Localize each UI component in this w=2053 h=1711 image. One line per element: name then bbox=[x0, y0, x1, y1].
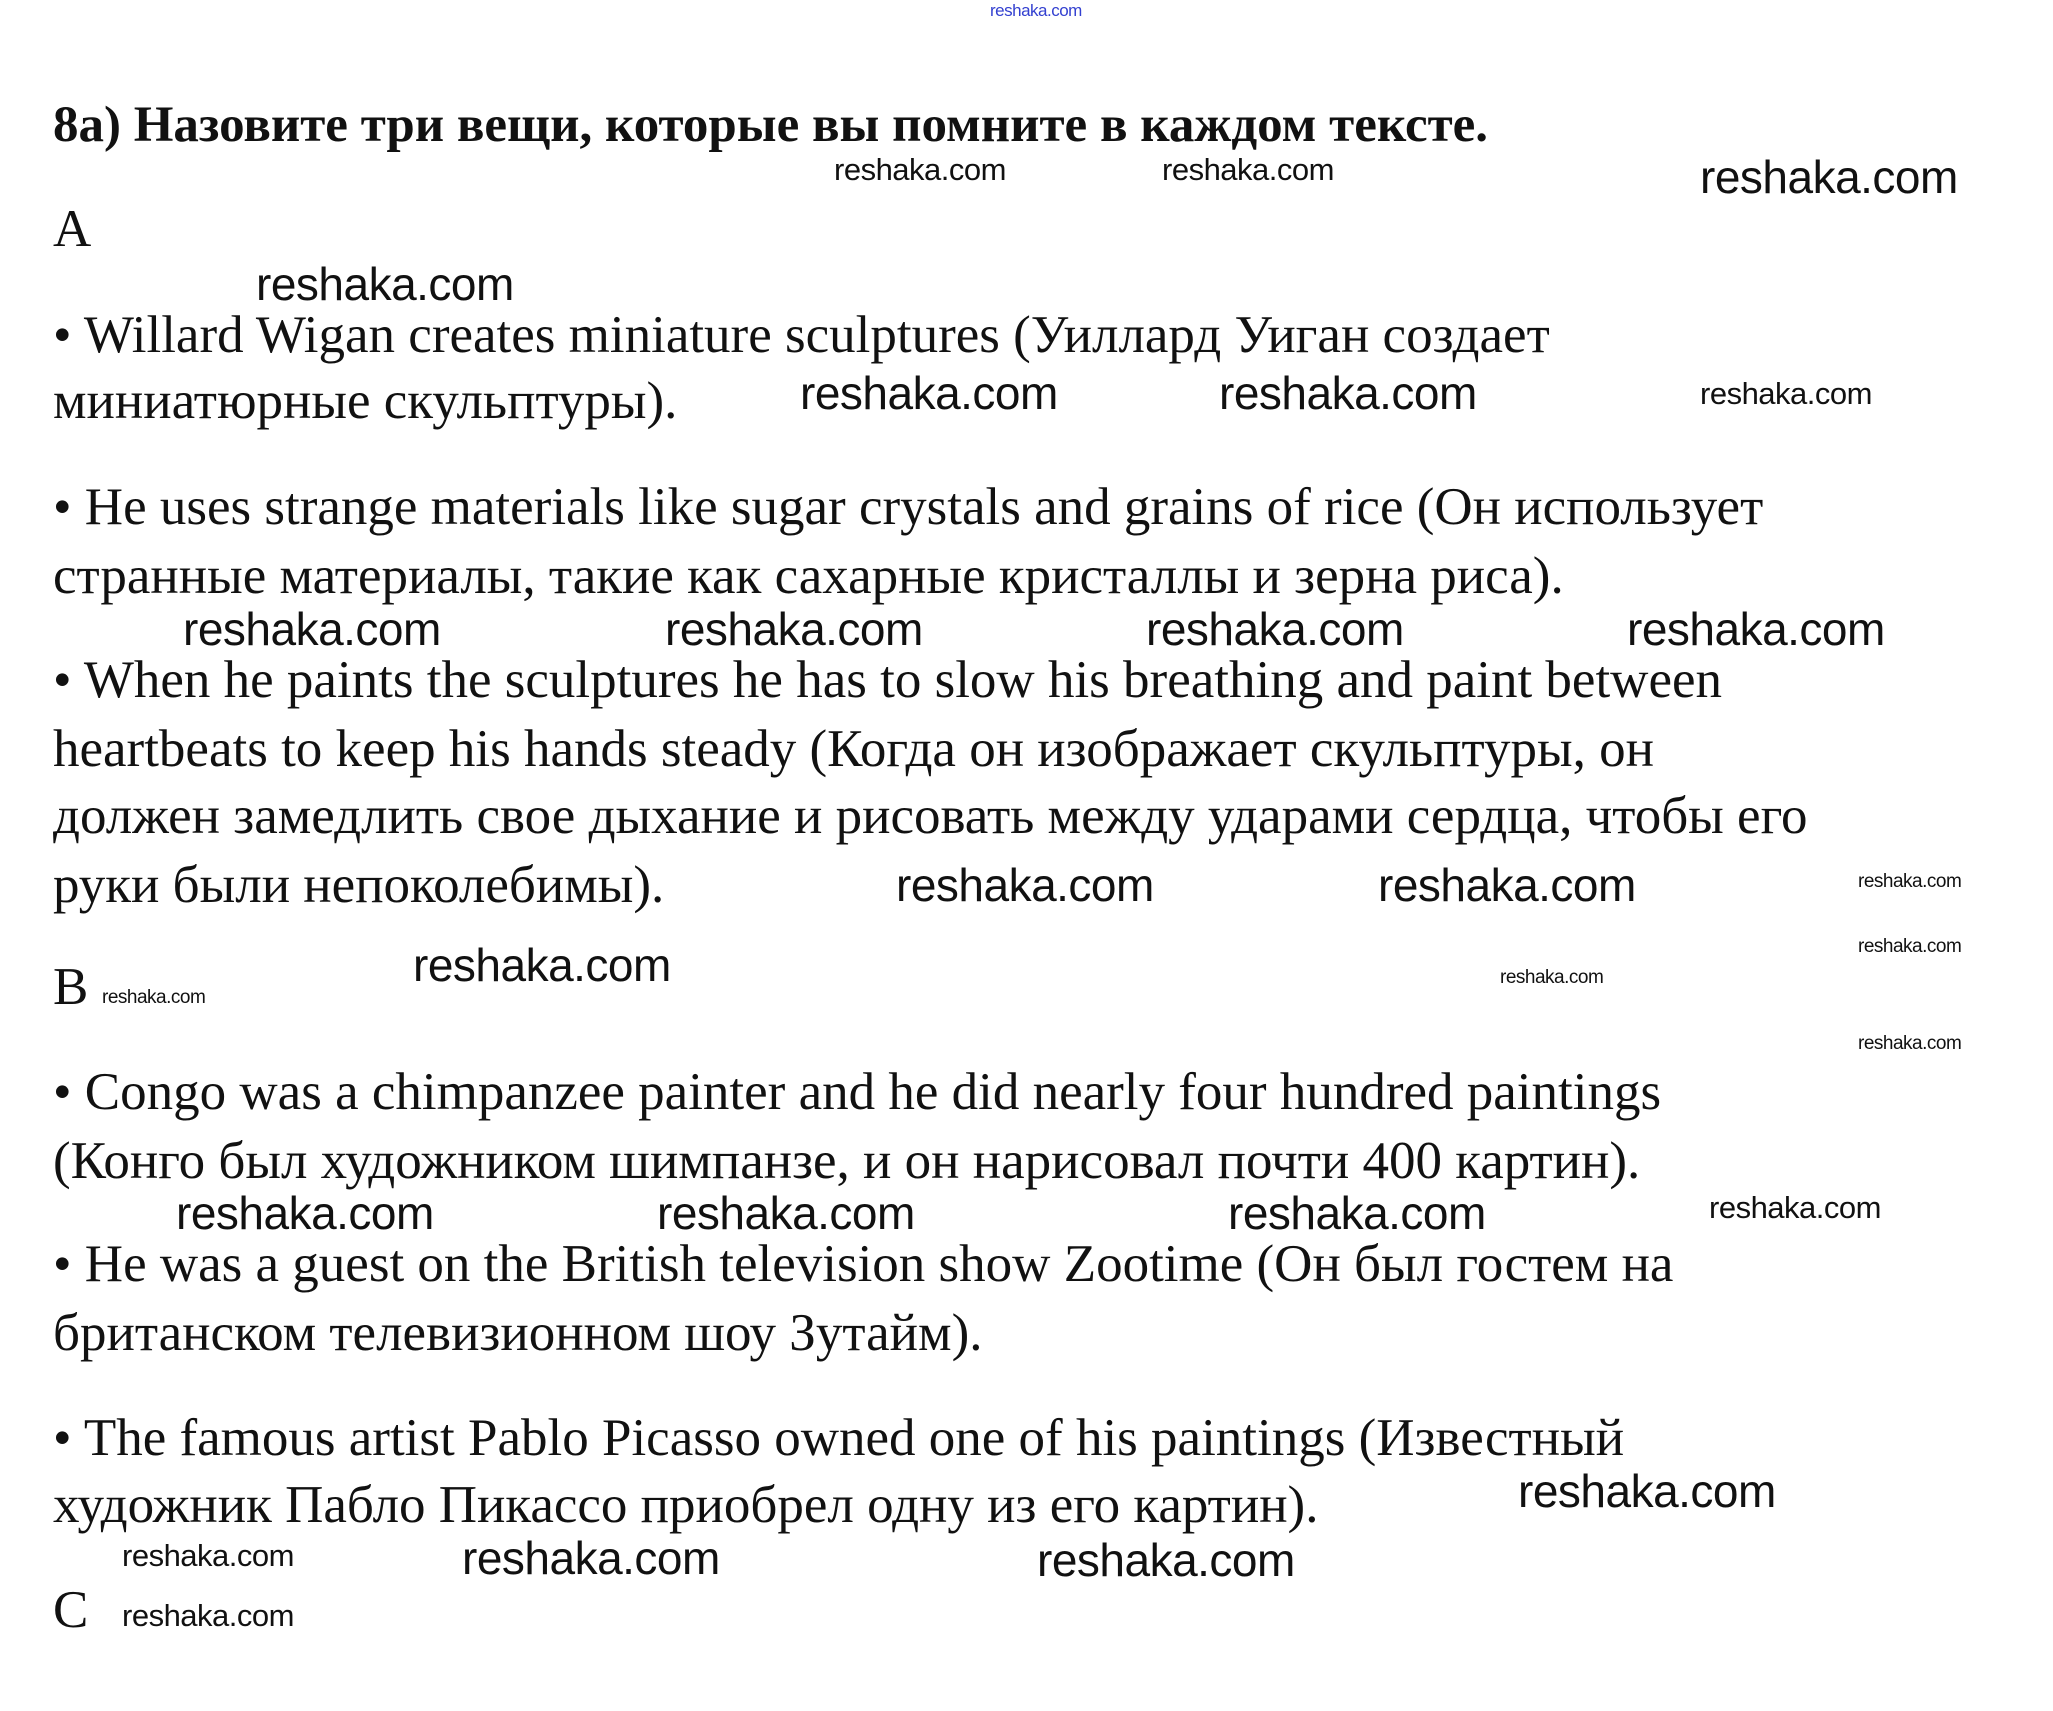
watermark: reshaka.com bbox=[1500, 967, 1604, 988]
item-b2-line1: • He was a guest on the British television show Zootime (Он был гостем на bbox=[53, 1235, 1674, 1293]
item-a1-line1: • Willard Wigan creates miniature sculptures (Уиллард Уиган создает bbox=[53, 306, 1550, 364]
watermark: reshaka.com bbox=[462, 1532, 720, 1584]
watermark: reshaka.com bbox=[1378, 859, 1636, 911]
exercise-title: 8a) Назовите три вещи, которые вы помните в каждом тексте. bbox=[53, 97, 1489, 153]
item-a1-line2: миниатюрные скульптуры). bbox=[53, 372, 678, 430]
watermark: reshaka.com bbox=[1858, 1033, 1962, 1054]
watermark: reshaka.com bbox=[1627, 603, 1885, 655]
watermark: reshaka.com bbox=[1219, 367, 1477, 419]
watermark: reshaka.com bbox=[1709, 1190, 1881, 1225]
item-a3-line3: должен замедлить свое дыхание и рисовать между ударами сердца, чтобы его bbox=[53, 787, 1808, 845]
section-label-a: A bbox=[53, 200, 92, 258]
watermark: reshaka.com bbox=[1858, 936, 1962, 957]
item-a2-line1: • He uses strange materials like sugar crystals and grains of rice (Он использует bbox=[53, 478, 1764, 536]
item-a3-line1: • When he paints the sculptures he has to slow his breathing and paint between bbox=[53, 651, 1723, 709]
item-b3-line2: художник Пабло Пикассо приобрел одну из его картин). bbox=[53, 1476, 1319, 1534]
watermark: reshaka.com bbox=[1700, 151, 1958, 203]
item-a2-line2: странные материалы, такие как сахарные кристаллы и зерна риса). bbox=[53, 547, 1564, 605]
section-label-b: B bbox=[53, 958, 89, 1016]
item-b3-line1: • The famous artist Pablo Picasso owned one of his paintings (Известный bbox=[53, 1409, 1625, 1467]
watermark: reshaka.com bbox=[1228, 1187, 1486, 1239]
section-label-c: C bbox=[53, 1581, 89, 1639]
item-b2-line2: британском телевизионном шоу Зутайм). bbox=[53, 1304, 983, 1362]
watermark: reshaka.com bbox=[102, 987, 206, 1008]
watermark: reshaka.com bbox=[1858, 871, 1962, 892]
watermark: reshaka.com bbox=[665, 603, 923, 655]
watermark: reshaka.com bbox=[1146, 603, 1404, 655]
watermark: reshaka.com bbox=[800, 367, 1058, 419]
item-a3-line2: heartbeats to keep his hands steady (Когда он изображает скульптуры, он bbox=[53, 720, 1654, 778]
watermark: reshaka.com bbox=[896, 859, 1154, 911]
watermark: reshaka.com bbox=[122, 1598, 294, 1633]
watermark: reshaka.com bbox=[183, 603, 441, 655]
watermark: reshaka.com bbox=[1700, 376, 1872, 411]
watermark: reshaka.com bbox=[413, 939, 671, 991]
item-b1-line1: • Congo was a chimpanzee painter and he did nearly four hundred paintings bbox=[53, 1063, 1662, 1121]
watermark: reshaka.com bbox=[176, 1187, 434, 1239]
watermark: reshaka.com bbox=[657, 1187, 915, 1239]
watermark-top: reshaka.com bbox=[990, 1, 1082, 20]
watermark: reshaka.com bbox=[256, 258, 514, 310]
watermark: reshaka.com bbox=[1162, 152, 1334, 187]
item-a3-line4: руки были непоколебимы). bbox=[53, 856, 665, 914]
item-b1-line2: (Конго был художником шимпанзе, и он нарисовал почти 400 картин). bbox=[53, 1132, 1641, 1190]
watermark: reshaka.com bbox=[1037, 1534, 1295, 1586]
watermark: reshaka.com bbox=[1518, 1465, 1776, 1517]
watermark: reshaka.com bbox=[122, 1538, 294, 1573]
watermark: reshaka.com bbox=[834, 152, 1006, 187]
